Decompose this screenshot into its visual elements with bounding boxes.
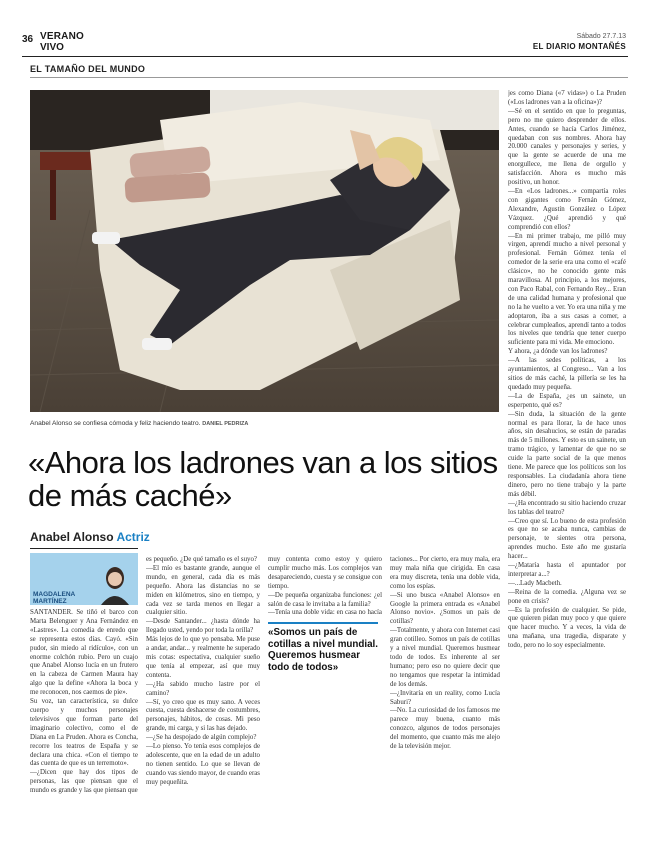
header-rule <box>22 56 628 57</box>
newspaper-name: EL DIARIO MONTAÑÉS <box>532 42 626 51</box>
author-avatar <box>95 562 135 605</box>
article-photo <box>30 90 499 412</box>
byline-rule <box>30 548 138 549</box>
photo-caption <box>30 420 499 427</box>
page-number: 36 <box>22 34 34 45</box>
issue-date: Sábado 27.7.13 <box>576 33 626 40</box>
author-name: MAGDALENA MARTÍNEZ <box>33 591 76 605</box>
byline <box>30 530 150 544</box>
article-column-1: SANTANDER. Se tiñó el barco con Marta Belenguer y Ana Fernández en «Lastres». La comedia de enredo que se representa estos días. Cayó. «Sin pudor, sin miedo al ridículo», con un enorme colchón rubio. Pero un cuajo que Anabel Alonso lucía en un frutero en la cabeza de Carmen Maura hay algo que la define «Ahora la boca y me reconocen, nos caemos de pie». Su voz, tan característica, su dulce cuerpo y muchos personajes televisivos que forman parte del imaginario colectivo, como el de Diana en La Pruden. Ahora es Concha, recorre los teatros de España y se declara una chica. «Con el tiempo te das cuenta de que es un terremoto». —¿Dicen que hay dos tipos de personas, las que piensan que el mundo es grande y las que piensan que <box>30 609 138 795</box>
section-name-line1: VERANO <box>40 31 84 42</box>
article-column-3: muy contenta como estoy y quiero cumplir mucho más. Los complejos van desapareciendo, cuesta y se consigue con tiempo. —De pequeña organizaba funciones: ¿el salón de casa le invitaba a la familia? —Tenía una doble vida: en casa no hacía <box>268 556 382 617</box>
photo-illustration <box>30 90 499 412</box>
section-rule <box>30 77 628 78</box>
caption-text: Anabel Alonso se confiesa cómoda y feliz haciendo teatro. <box>30 420 201 427</box>
section-label: EL TAMAÑO DEL MUNDO <box>30 64 146 74</box>
interviewee-name: Anabel Alonso <box>30 530 114 544</box>
article-column-2: es pequeño. ¿De qué tamaño es el suyo? —El mío es bastante grande, aunque el mundo, en general, cada día es más pequeño. Ahora las distancias no se miden en kilómetros, sino en tiempo, y cada vez se tarda menos en llegar a cualquier sitio. —Desde Santander... ¿hasta dónde ha llegado usted, yendo por toda la orilla? Más lejos de lo que yo pensaba. Me puse a andar, andar... y realmente he superado mis cotas: espectativa, cualquier sueño que tenía al empezar, así que muy contenta. —¿Ha sabido mucho lastre por el camino? —Sí, yo creo que es muy sano. A veces cuesta, cuesta deshacerse de costumbres, personajes, hábitos, de cosas. Mi peso grande, mi carga, y si las has dejado. —¿Se ha despojado de algún complejo? —Lo pienso. Yo tenía esos complejos de adolescente, que en la edad de un adulto no tienen sentido. Lo que se llevan de cuando vas siendo mayor, de cuando eras muy pequeñita. <box>146 556 260 786</box>
pull-quote: «Somos un país de cotillas a nivel mundial. Queremos husmear todo de todos» <box>268 627 378 673</box>
section-name-line2: VIVO <box>40 42 64 53</box>
article-column-4: taciones... Por cierto, era muy mala, era muy mala niña que cirigida. En casa era muy discreta, tenía una doble vida, como los espías. —Si uno busca «Anabel Alonso» en Google la primera entrada es «Anabel Alonso novio». ¿Somos un país de cotillas? —Totalmente, y ahora con Internet casi gran cotilleo. Somos un país de cotillas y a nivel mundial. Queremos husmear todo de todos. Es inherente al ser humano; pero eso no quiere decir que no tengamos que respetar la intimidad de los demás. —¿Invitaría en un reality, como Lucía Saburi? —No. La curiosidad de los famosos me parece muy buena, cuanto más conozco, algunos de todos personajes del momento, que cuanto más me alejo de la televisión mejor. <box>390 556 500 751</box>
article-column-5: jes como Diana («7 vidas») o La Pruden («Los ladrones van a la oficina»)? —Sé en el sentido en que lo preguntas, pero no me quiero desprender de ellos. Antes, cuando se hacía Carlos Jiménez, quedaban con sus nombres. Ahora hay 20.000 canales y personajes y series, y que la gente se acuerde de una me enorgullece, me llena de orgullo y satisfacción. Ahora es mucho más positivo, un honor. —En «Los ladrones...» compartía roles con gigantes como Fernán Gómez, Alexandre, Agustín González o López Vázquez. ¿Qué aprendió y qué comprendió con ellos? —En mi primer trabajo, me pilló muy virgen, aprendí mucho a nivel personal y profesional. Fernán Gómez tenía el comedor de la serie era una como el «café clásico», no he conocido gente más maravillosa. Al principio, a los mejores, con Paco Rabal, con Fernando Rey... Eran de una calidad humana y profesional que no la he vuelto a ver. Yo era una niña y me adoptaron, iba a sus casas a comer, a celebrar cumpleaños, aprendí tanto a todos los niveles que tendría que tener cuerpo suficiente para mi vida. Me emociono. Y ahora, ¿a dónde van los ladrones? —A las sedes políticas, a los ayuntamientos, al Congreso... Van a los sitios de más caché, la pillería se les ha quedado muy pequeña. —La de España, ¿es un sainete, un esperpento, qué es? —Sin duda, la situación de la gente normal es para llorar, la de hace unos años, sin desahucios, se están de paradas más de 5 millones. Y esto es un sainete, un tramo trágico, y lamentar de que no se cuide la parte social de la que menos tiene. Me parece que los políticos son los responsables. La ciudadanía ahora tiene dinero, pero no tiene trabajo y la parte más débil. —¿Ha encontrado su sitio haciendo cruzar los tablas del teatro? —Creo que sí. Lo bueno de esta profesión es que no se acaba nunca, cambias de personaje, te sientes otra persona, aprendes mucho. Este año me gustaría hacer... —¿Mataría hasta el apuntador por interpretar a...? —...Lady Macbeth. —Reina de la comedia. ¿Alguna vez se pone en crisis? —Es la profesión de cualquier. Se pide, que quieren pidan muy poco y que quiere que hacer mucho. Y a veces, la vida de una mañana, una tragedia, disparate y todo, pero no lo soy especialmente. <box>508 90 626 650</box>
photo-credit: DANIEL PEDRIZA <box>202 421 249 427</box>
headline: «Ahora los ladrones van a los sitios de más caché» <box>28 445 498 513</box>
interviewee-role: Actriz <box>116 530 150 544</box>
pull-quote-rule <box>268 622 378 624</box>
